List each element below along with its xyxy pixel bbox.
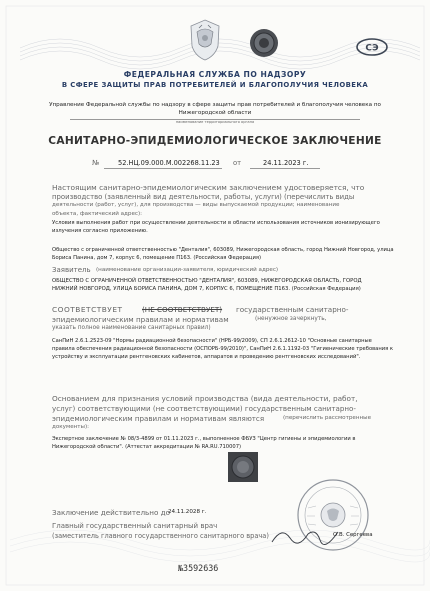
regional-office-caption: наименование территориального органа (175, 120, 255, 124)
svg-text:СЭ: СЭ (365, 43, 379, 54)
coat-of-arms-emblem (185, 16, 225, 62)
intro-line4: объекта, фактический адрес): (52, 211, 143, 217)
activity-line1: Условия выполнения работ при осуществлении деятельности в области использования источников ионизирующего (52, 220, 380, 226)
regional-office-line2: Нижегородской области (178, 110, 252, 116)
applicant-hint: (наименование организации-заявителя, юридический адрес) (96, 267, 279, 273)
intro-line2: производство (заявленный вид деятельности, работы, услуги) (перечислить виды (52, 193, 355, 201)
basis-line3-hint: (перечислить рассмотренные (283, 415, 372, 421)
basis-line4: документы): (52, 424, 90, 430)
validity-date: 24.11.2028 г. (168, 509, 207, 515)
applicant-label: Заявитель (52, 266, 91, 274)
conformity-line2-hint: (ненужное зачеркнуть, (255, 316, 327, 322)
chief-doctor-line2: (заместитель главного государственного санитарного врача) (52, 532, 269, 540)
rules-line2: правила обеспечения радиационной безопасности (ОСПОРБ-99/2010)", СанПиН 2.6.1.1192-03 "Гигиенические требования к (52, 346, 394, 352)
conformity-word: СООТВЕТСТВУЕТ (52, 305, 123, 314)
intro-line3: деятельности (работ, услуг), для производства — виды выпускаемой продукции; наименование (52, 202, 340, 208)
signature (268, 524, 342, 548)
chief-doctor-line1: Главный государственный санитарный врач (52, 522, 218, 530)
number-underline (104, 168, 222, 169)
service-logo-icon (356, 38, 388, 56)
date-underline (250, 168, 320, 169)
rules-line3: устройству и эксплуатации рентгеновских кабинетов, аппаратов и проведению рентгеновских исследований". (52, 354, 361, 360)
rules-line1: СанПиН 2.6.1.2523-09 "Нормы радиационной безопасности" (НРБ-99/2009), СП 2.6.1.2612-10 "Основные санитарные (52, 338, 372, 344)
basis-line3: эпидемиологическим правилам и нормативам являются (52, 414, 265, 423)
hologram-seal (249, 28, 279, 58)
conformity-struck: (НЕ СООТВЕТСТВУЕТ) (142, 305, 223, 314)
regional-office-line1: Управление Федеральной службы по надзору в сфере защиты прав потребителей и благополучия человека по (49, 102, 381, 108)
agency-line2: В СФЕРЕ ЗАЩИТЫ ПРАВ ПОТРЕБИТЕЛЕЙ И БЛАГОПОЛУЧИЯ ЧЕЛОВЕКА (61, 81, 369, 89)
date-value: 24.11.2023 г. (263, 159, 309, 167)
signer-name: О.В. Сергеева (333, 532, 373, 538)
date-label: от (233, 159, 242, 167)
organization-line1: Общество с ограниченной ответственностью "Денталия", 603089, Нижегородская область, город Нижний Новгород, улица (52, 247, 394, 253)
activity-line2: излучения согласно приложению. (52, 228, 148, 234)
applicant-line2: НИЖНИЙ НОВГОРОД, УЛИЦА БОРИСА ПАНИНА, ДОМ 7, КОРПУС 6, ПОМЕЩЕНИЕ П163. (Российская Федерация) (52, 286, 361, 292)
document-title: САНИТАРНО-ЭПИДЕМИОЛОГИЧЕСКОЕ ЗАКЛЮЧЕНИЕ (48, 135, 382, 147)
number-value: 52.НЦ.09.000.М.002268.11.23 (118, 159, 220, 167)
conformity-line1-rest: государственным санитарно- (236, 305, 349, 314)
validity-label: Заключение действительно до (52, 508, 171, 517)
basis-line1: Основанием для признания условий производства (вида деятельности, работ, (52, 394, 358, 403)
agency-line1: ФЕДЕРАЛЬНАЯ СЛУЖБА ПО НАДЗОРУ (123, 70, 307, 79)
intro-line1: Настоящим санитарно-эпидемиологическим заключением удостоверяется, что (52, 183, 365, 192)
expert-line1: Экспертное заключение № 08/3-4899 от 01.11.2023 г., выполненное ФБУЗ "Центр гигиены и эпидемиологии в (52, 436, 356, 442)
hologram-sticker (228, 452, 258, 482)
conformity-line2: эпидемиологическим правилам и нормативам (52, 315, 229, 324)
expert-line2: Нижегородской области". (Аттестат аккредитации № RA.RU.710007) (52, 444, 242, 450)
organization-line2: Бориса Панина, дом 7, корпус 6, помещение П163. (Российская Федерация) (52, 255, 261, 261)
applicant-line1: ОБЩЕСТВО С ОГРАНИЧЕННОЙ ОТВЕТСТВЕННОСТЬЮ "ДЕНТАЛИЯ", 603089, НИЖЕГОРОДСКАЯ ОБЛАСТЬ, ГОРОД (52, 278, 362, 284)
number-label: № (92, 159, 100, 167)
conformity-line3: указать полное наименование санитарных правил) (52, 325, 211, 331)
blank-number: №3592636 (178, 563, 219, 573)
basis-line2: услуг) соответствующими (не соответствующими) государственным санитарно- (52, 404, 356, 413)
